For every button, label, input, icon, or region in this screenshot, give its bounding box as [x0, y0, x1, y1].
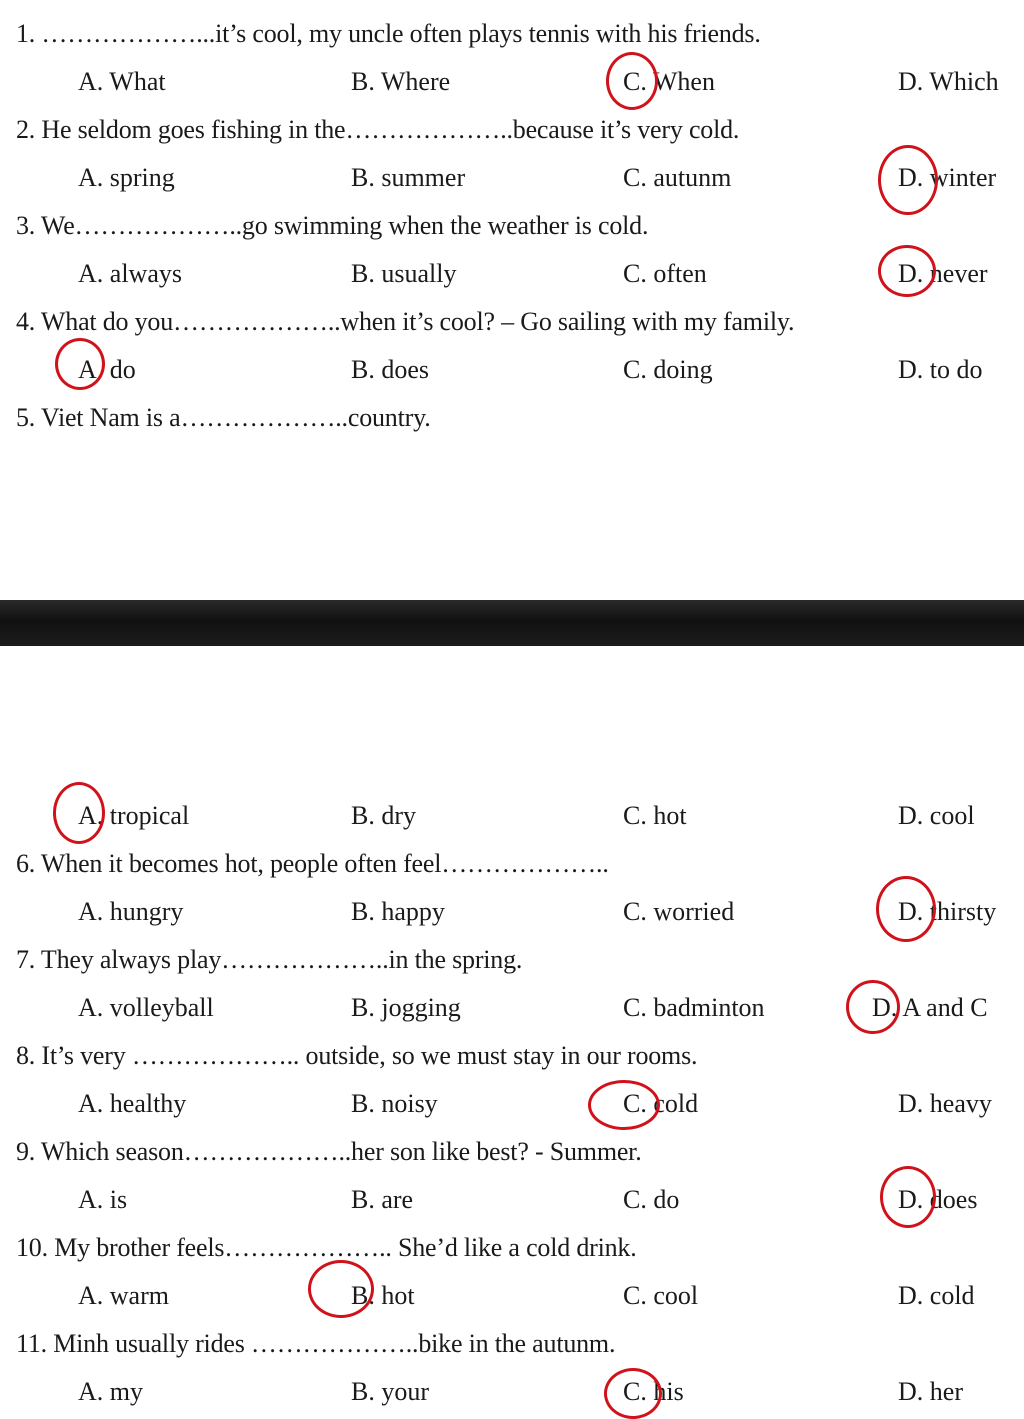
q3-option-a: A. always	[78, 259, 182, 288]
q6-option-b: B. happy	[351, 897, 445, 926]
question-3-stem: 3. We………………..go swimming when the weather is cold.	[16, 211, 649, 240]
question-5-stem: 5. Viet Nam is a………………..country.	[16, 403, 431, 432]
q4-option-d: D. to do	[898, 355, 983, 384]
page-divider-bar	[0, 600, 1024, 646]
q11-option-c: C. his	[623, 1377, 684, 1406]
q7-option-d: D. A and C	[872, 993, 988, 1022]
q4-option-c: C. doing	[623, 355, 713, 384]
q3-option-c: C. often	[623, 259, 707, 288]
q8-option-a: A. healthy	[78, 1089, 187, 1118]
question-7-stem: 7. They always play………………..in the spring.	[16, 945, 523, 974]
question-6-stem: 6. When it becomes hot, people often feel………………..	[16, 849, 609, 878]
q3-option-d: D. never	[898, 259, 988, 288]
q3-option-b: B. usually	[351, 259, 457, 288]
q10-option-b: B. hot	[351, 1281, 415, 1310]
q1-option-d: D. Which	[898, 67, 999, 96]
q11-option-d: D. her	[898, 1377, 963, 1406]
q2-option-d: D. winter	[898, 163, 997, 192]
question-9-stem: 9. Which season………………..her son like best? - Summer.	[16, 1137, 642, 1166]
q1-option-c: C. When	[623, 67, 715, 96]
q8-option-d: D. heavy	[898, 1089, 992, 1118]
q10-option-d: D. cold	[898, 1281, 975, 1310]
q2-option-a: A. spring	[78, 163, 175, 192]
q5-option-c: C. hot	[623, 801, 687, 830]
worksheet-page-bottom	[0, 646, 1024, 1419]
q6-option-d: D. thirsty	[898, 897, 997, 926]
q9-option-a: A. is	[78, 1185, 128, 1214]
q9-option-c: C. do	[623, 1185, 680, 1214]
q5-option-b: B. dry	[351, 801, 416, 830]
q6-option-c: C. worried	[623, 897, 735, 926]
q7-option-c: C. badminton	[623, 993, 765, 1022]
q11-option-a: A. my	[78, 1377, 143, 1406]
q4-option-b: B. does	[351, 355, 429, 384]
question-11-stem: 11. Minh usually rides ………………..bike in the autunm.	[16, 1329, 616, 1358]
question-4-stem: 4. What do you………………..when it’s cool? – Go sailing with my family.	[16, 307, 795, 336]
q10-option-a: A. warm	[78, 1281, 169, 1310]
q8-option-b: B. noisy	[351, 1089, 438, 1118]
q6-option-a: A. hungry	[78, 897, 184, 926]
q5-option-a: A. tropical	[78, 801, 190, 830]
question-1-stem: 1. ………………...it’s cool, my uncle often plays tennis with his friends.	[16, 19, 761, 48]
q2-option-b: B. summer	[351, 163, 466, 192]
q5-option-d: D. cool	[898, 801, 975, 830]
q9-option-d: D. does	[898, 1185, 978, 1214]
q8-option-c: C. cold	[623, 1089, 699, 1118]
worksheet-page-top	[0, 0, 1024, 600]
q9-option-b: B. are	[351, 1185, 414, 1214]
q4-option-a: A. do	[78, 355, 136, 384]
q7-option-b: B. jogging	[351, 993, 461, 1022]
q10-option-c: C. cool	[623, 1281, 699, 1310]
q2-option-c: C. autunm	[623, 163, 732, 192]
q11-option-b: B. your	[351, 1377, 429, 1406]
q1-option-a: A. What	[78, 67, 166, 96]
q1-option-b: B. Where	[351, 67, 451, 96]
question-8-stem: 8. It’s very ……………….. outside, so we must stay in our rooms.	[16, 1041, 698, 1070]
question-2-stem: 2. He seldom goes fishing in the………………..because it’s very cold.	[16, 115, 740, 144]
question-10-stem: 10. My brother feels……………….. She’d like a cold drink.	[16, 1233, 637, 1262]
q7-option-a: A. volleyball	[78, 993, 214, 1022]
